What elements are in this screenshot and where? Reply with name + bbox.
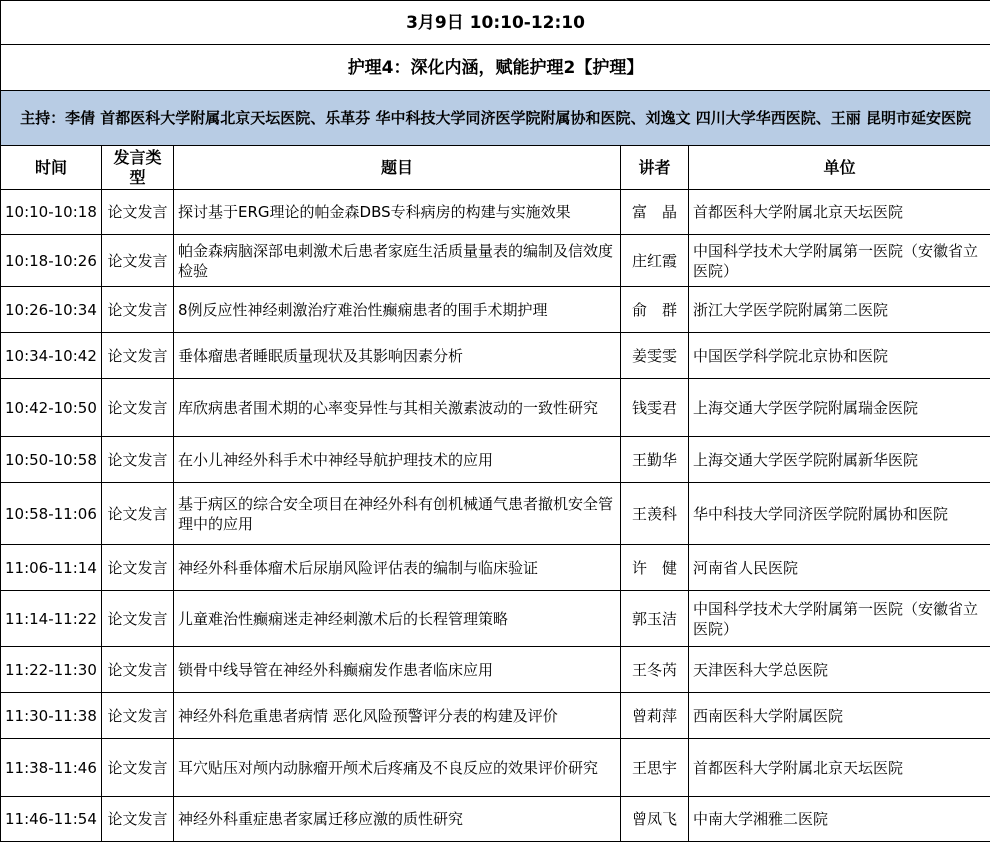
row-type: 论文发言: [102, 797, 174, 842]
table-row: [1, 190, 990, 235]
row-speaker: 王羡科: [621, 483, 689, 545]
row-speaker: 曾凤飞: [621, 797, 689, 842]
table-row: [1, 797, 990, 842]
row-speaker: 俞 群: [621, 287, 689, 333]
session-datetime: 3月9日 10:10-12:10: [1, 1, 990, 45]
row-unit: 天津医科大学总医院: [689, 647, 990, 693]
row-time: 11:30-11:38: [1, 693, 102, 739]
row-unit: 上海交通大学医学院附属新华医院: [689, 437, 990, 483]
row-topic: 垂体瘤患者睡眠质量现状及其影响因素分析: [174, 333, 621, 379]
row-time: 10:42-10:50: [1, 379, 102, 437]
table-row: [1, 235, 990, 287]
session-hosts: 主持：李倩 首都医科大学附属北京天坛医院、乐革芬 华中科技大学同济医学院附属协和医院、刘逸文 四川大学华西医院、王丽 昆明市延安医院: [1, 91, 990, 146]
row-time: 10:18-10:26: [1, 235, 102, 287]
row-unit: 西南医科大学附属医院: [689, 693, 990, 739]
table-row: [1, 739, 990, 797]
row-topic: 神经外科垂体瘤术后尿崩风险评估表的编制与临床验证: [174, 545, 621, 591]
row-topic: 儿童难治性癫痫迷走神经刺激术后的长程管理策略: [174, 591, 621, 647]
column-header-type: 发言类型: [102, 146, 174, 190]
column-header-topic: 题目: [174, 146, 621, 190]
row-topic: 神经外科危重患者病情 恶化风险预警评分表的构建及评价: [174, 693, 621, 739]
row-type: 论文发言: [102, 333, 174, 379]
row-unit: 首都医科大学附属北京天坛医院: [689, 739, 990, 797]
row-time: 10:34-10:42: [1, 333, 102, 379]
session-datetime-row: [1, 1, 990, 45]
row-topic: 基于病区的综合安全项目在神经外科有创机械通气患者撤机安全管理中的应用: [174, 483, 621, 545]
row-time: 11:46-11:54: [1, 797, 102, 842]
row-time: 11:14-11:22: [1, 591, 102, 647]
row-speaker: 曾莉萍: [621, 693, 689, 739]
row-topic: 帕金森病脑深部电刺激术后患者家庭生活质量量表的编制及信效度检验: [174, 235, 621, 287]
table-row: [1, 545, 990, 591]
table-row: [1, 647, 990, 693]
row-speaker: 王思宇: [621, 739, 689, 797]
row-speaker: 王冬芮: [621, 647, 689, 693]
table-row: [1, 437, 990, 483]
row-time: 11:38-11:46: [1, 739, 102, 797]
row-time: 10:58-11:06: [1, 483, 102, 545]
row-type: 论文发言: [102, 545, 174, 591]
row-time: 10:26-10:34: [1, 287, 102, 333]
table-row: [1, 333, 990, 379]
row-speaker: 郭玉洁: [621, 591, 689, 647]
row-type: 论文发言: [102, 647, 174, 693]
row-topic: 库欣病患者围术期的心率变异性与其相关激素波动的一致性研究: [174, 379, 621, 437]
row-speaker: 姜雯雯: [621, 333, 689, 379]
row-type: 论文发言: [102, 693, 174, 739]
table-row: [1, 483, 990, 545]
row-type: 论文发言: [102, 235, 174, 287]
column-header-unit: 单位: [689, 146, 990, 190]
table-row: [1, 591, 990, 647]
row-topic: 在小儿神经外科手术中神经导航护理技术的应用: [174, 437, 621, 483]
row-unit: 中国医学科学院北京协和医院: [689, 333, 990, 379]
row-type: 论文发言: [102, 483, 174, 545]
table-row: [1, 287, 990, 333]
row-type: 论文发言: [102, 739, 174, 797]
row-type: 论文发言: [102, 591, 174, 647]
column-header-time: 时间: [1, 146, 102, 190]
row-speaker: 钱雯君: [621, 379, 689, 437]
row-type: 论文发言: [102, 287, 174, 333]
row-unit: 中国科学技术大学附属第一医院（安徽省立医院）: [689, 235, 990, 287]
row-topic: 神经外科重症患者家属迁移应激的质性研究: [174, 797, 621, 842]
row-speaker: 许 健: [621, 545, 689, 591]
row-unit: 中南大学湘雅二医院: [689, 797, 990, 842]
row-topic: 锁骨中线导管在神经外科癫痫发作患者临床应用: [174, 647, 621, 693]
row-time: 11:22-11:30: [1, 647, 102, 693]
row-topic: 耳穴贴压对颅内动脉瘤开颅术后疼痛及不良反应的效果评价研究: [174, 739, 621, 797]
row-unit: 首都医科大学附属北京天坛医院: [689, 190, 990, 235]
row-unit: 华中科技大学同济医学院附属协和医院: [689, 483, 990, 545]
row-unit: 浙江大学医学院附属第二医院: [689, 287, 990, 333]
table-row: [1, 379, 990, 437]
row-speaker: 庄红霞: [621, 235, 689, 287]
session-title: 护理4：深化内涵，赋能护理2【护理】: [1, 45, 990, 91]
row-time: 11:06-11:14: [1, 545, 102, 591]
table-row: [1, 693, 990, 739]
row-speaker: 富 晶: [621, 190, 689, 235]
row-unit: 河南省人民医院: [689, 545, 990, 591]
column-header-speaker: 讲者: [621, 146, 689, 190]
row-type: 论文发言: [102, 437, 174, 483]
row-topic: 探讨基于ERG理论的帕金森DBS专科病房的构建与实施效果: [174, 190, 621, 235]
row-unit: 上海交通大学医学院附属瑞金医院: [689, 379, 990, 437]
column-header-row: [1, 146, 990, 190]
row-unit: 中国科学技术大学附属第一医院（安徽省立医院）: [689, 591, 990, 647]
row-time: 10:10-10:18: [1, 190, 102, 235]
row-type: 论文发言: [102, 190, 174, 235]
row-topic: 8例反应性神经刺激治疗难治性癫痫患者的围手术期护理: [174, 287, 621, 333]
row-time: 10:50-10:58: [1, 437, 102, 483]
session-hosts-row: [1, 91, 990, 146]
session-title-row: [1, 45, 990, 91]
row-speaker: 王勤华: [621, 437, 689, 483]
row-type: 论文发言: [102, 379, 174, 437]
